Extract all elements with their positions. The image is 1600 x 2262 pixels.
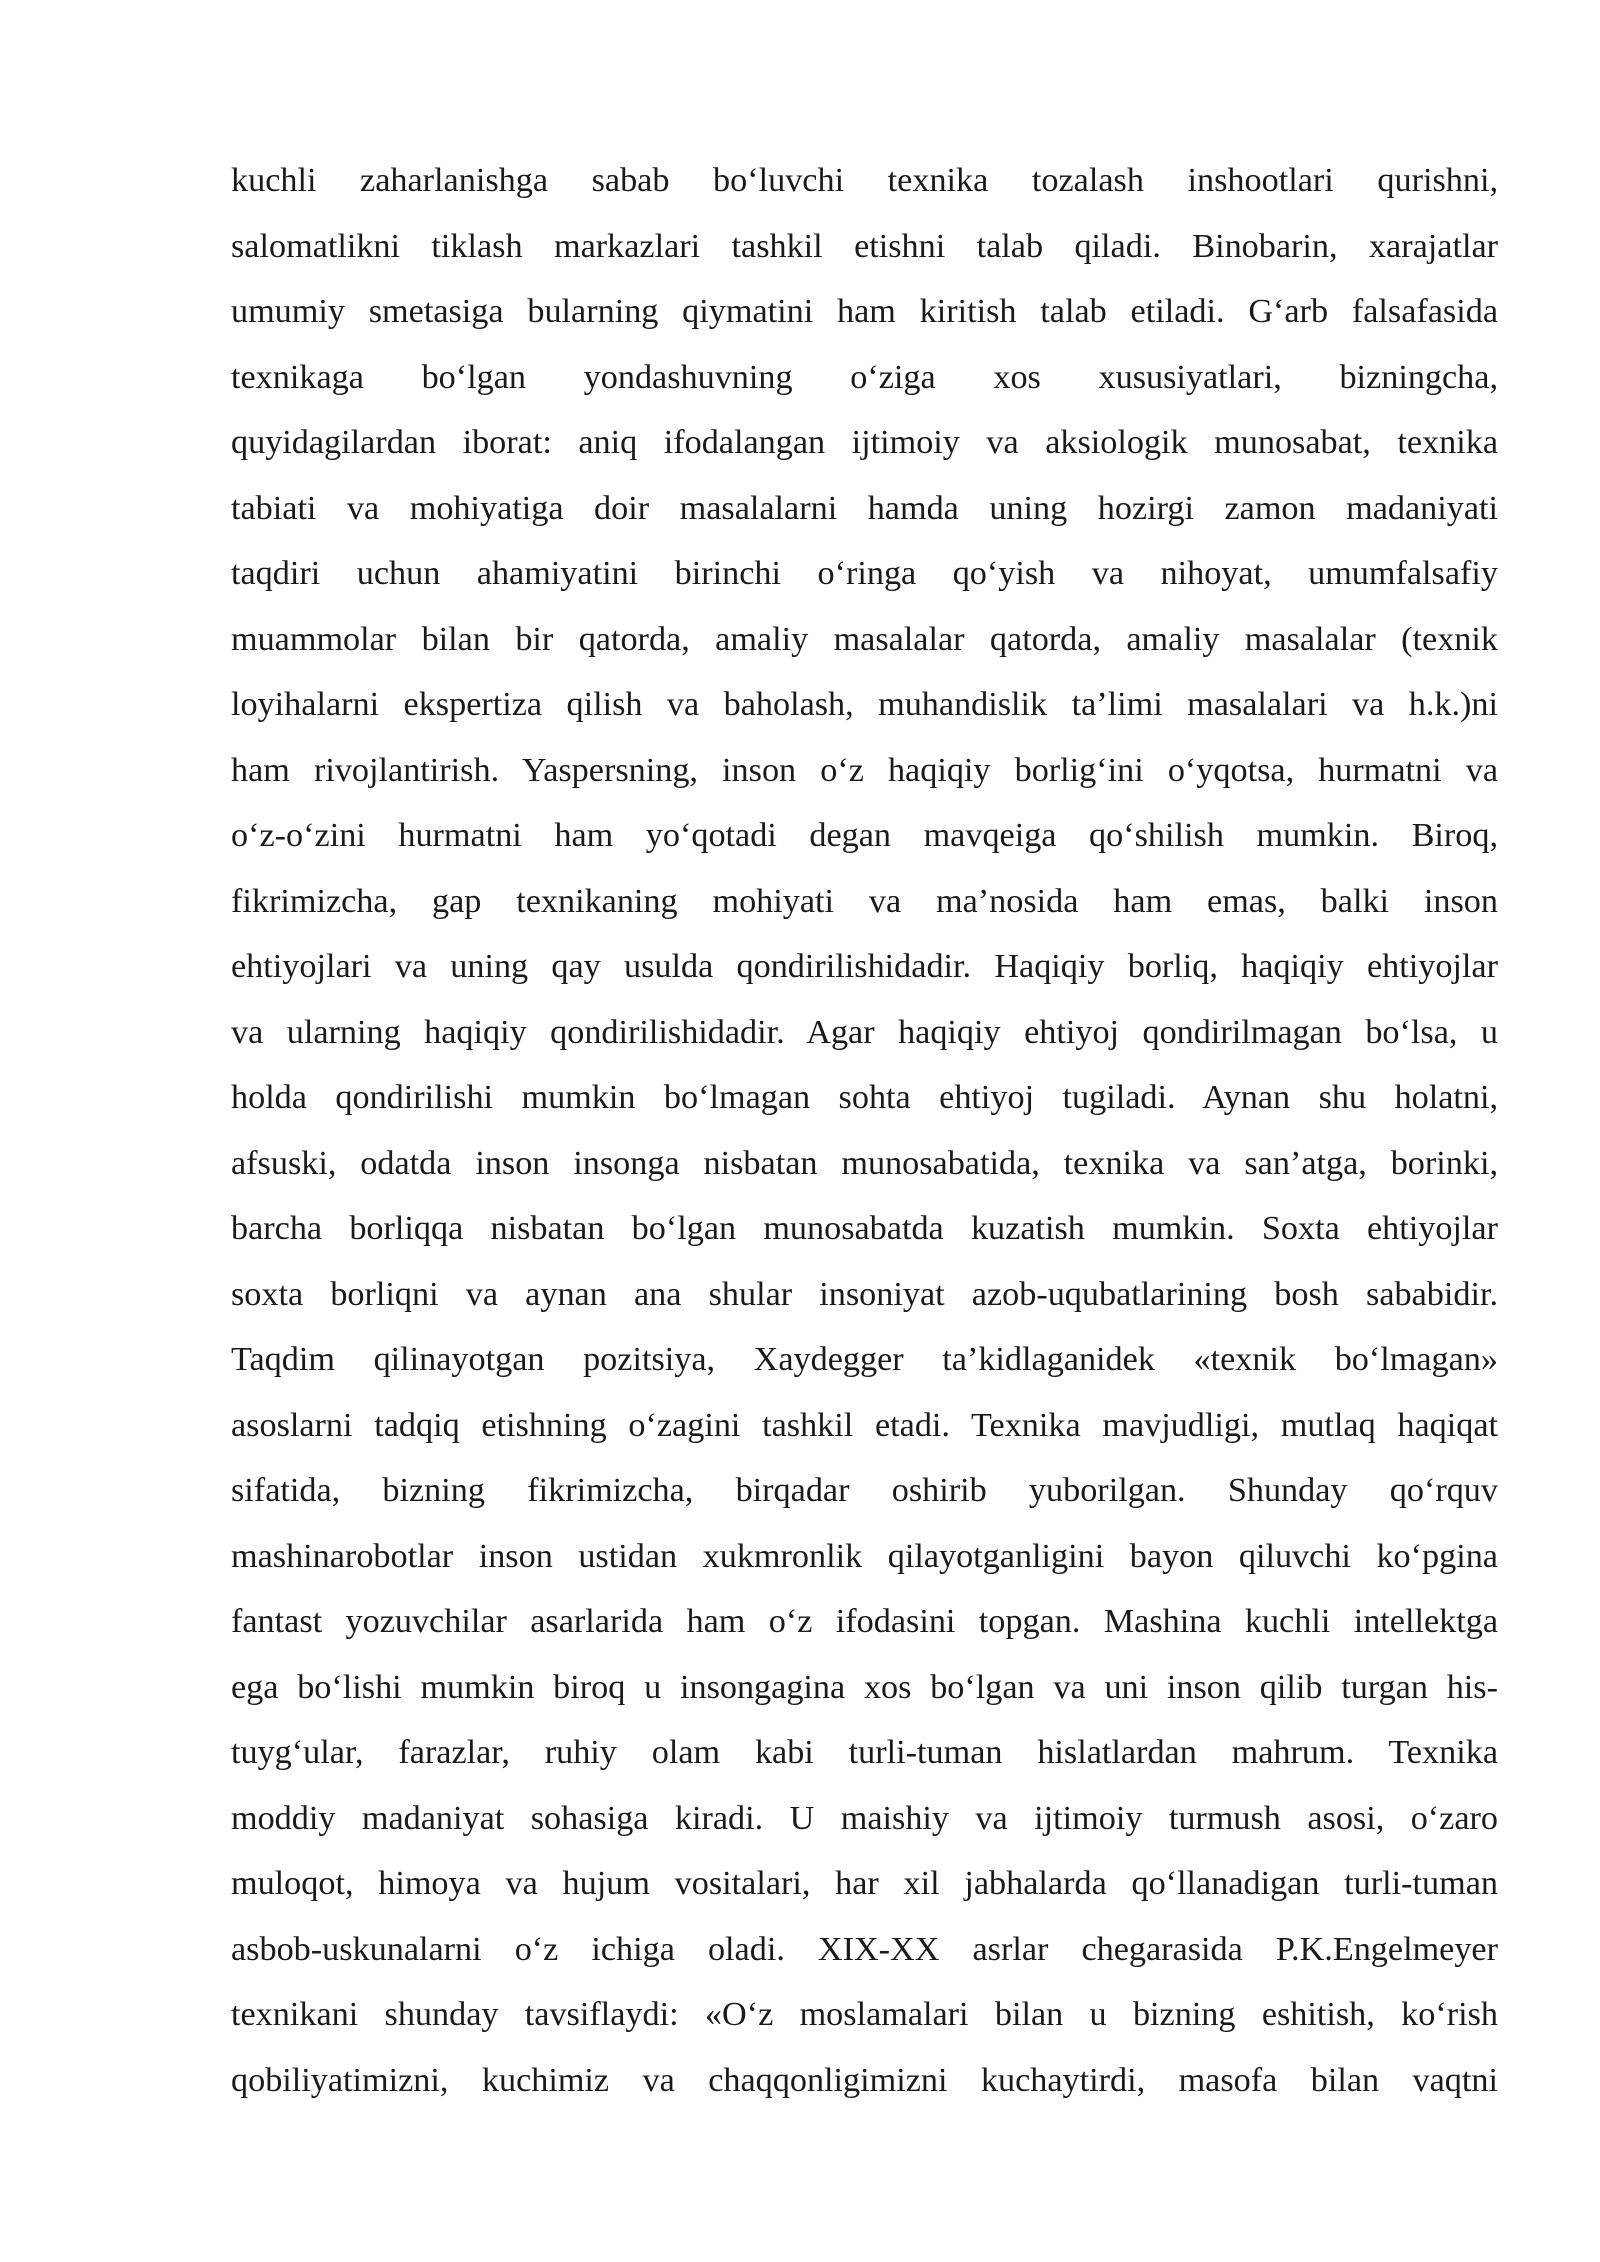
text-line: barcha borliqqa nisbatan bo‘lgan munosabatda kuzatish mumkin. Soxta ehtiyojlar	[231, 1210, 1498, 1247]
text-line: mashinarobotlar inson ustidan xukmronlik qilayotganligini bayon qiluvchi ko‘pgina	[231, 1537, 1498, 1575]
text-line: umumiy smetasiga bularning qiymatini ham kiritish talab etiladi. G‘arb falsafasida	[231, 293, 1498, 330]
text-line: tabiati va mohiyatiga doir masalalarni hamda uning hozirgi zamon madaniyati	[231, 489, 1498, 527]
text-line: fikrimizcha, gap texnikaning mohiyati va ma’nosida ham emas, balki inson	[231, 882, 1498, 920]
text-line: ham rivojlantirish. Yaspersning, inson o‘z haqiqiy borlig‘ini o‘yqotsa, hurmatni va	[231, 751, 1498, 789]
text-line: fantast yozuvchilar asarlarida ham o‘z ifodasini topgan. Mashina kuchli intellektga	[231, 1603, 1498, 1640]
body-paragraph	[231, 148, 1498, 2113]
text-line: muloqot, himoya va hujum vositalari, har xil jabhalarda qo‘llanadigan turli-tuman	[231, 1865, 1498, 1902]
text-line: holda qondirilishi mumkin bo‘lmagan sohta ehtiyoj tugiladi. Aynan shu holatni,	[231, 1079, 1498, 1116]
text-line: texnikaga bo‘lgan yondashuvning o‘ziga xos xususiyatlari, bizningcha,	[231, 358, 1498, 396]
text-line: qobiliyatimizni, kuchimiz va chaqqonligimizni kuchaytirdi, masofa bilan vaqtni	[231, 2061, 1498, 2099]
text-line: kuchli zaharlanishga sabab bo‘luvchi texnika tozalash inshootlari qurishni,	[231, 162, 1498, 199]
text-line: muammolar bilan bir qatorda, amaliy masalalar qatorda, amaliy masalalar (texnik	[231, 620, 1498, 658]
text-line: asbob-uskunalarni o‘z ichiga oladi. XIX-XX asrlar chegarasida P.K.Engelmeyer	[231, 1930, 1498, 1968]
text-line: taqdiri uchun ahamiyatini birinchi o‘ringa qo‘yish va nihoyat, umumfalsafiy	[231, 555, 1498, 592]
text-line: tuyg‘ular, farazlar, ruhiy olam kabi turli-tuman hislatlardan mahrum. Texnika	[231, 1734, 1498, 1771]
text-line: va ularning haqiqiy qondirilishidadir. Agar haqiqiy ehtiyoj qondirilmagan bo‘lsa, u	[231, 1013, 1498, 1051]
text-line: asoslarni tadqiq etishning o‘zagini tashkil etadi. Texnika mavjudligi, mutlaq haqiqat	[231, 1406, 1498, 1444]
text-line: o‘z-o‘zini hurmatni ham yo‘qotadi degan mavqeiga qo‘shilish mumkin. Biroq,	[231, 817, 1498, 854]
text-line: sifatida, bizning fikrimizcha, birqadar oshirib yuborilgan. Shunday qo‘rquv	[231, 1472, 1498, 1509]
text-line: quyidagilardan iborat: aniq ifodalangan ijtimoiy va aksiologik munosabat, texnika	[231, 424, 1498, 461]
text-line: ega bo‘lishi mumkin biroq u insongagina xos bo‘lgan va uni inson qilib turgan his-	[231, 1668, 1498, 1706]
text-line: soxta borliqni va aynan ana shular insoniyat azob-uqubatlarining bosh sababidir.	[231, 1275, 1498, 1313]
text-line: loyihalarni ekspertiza qilish va baholash, muhandislik ta’limi masalalari va h.k.)ni	[231, 686, 1498, 723]
text-line: Taqdim qilinayotgan pozitsiya, Xaydegger ta’kidlaganidek «texnik bo‘lmagan»	[231, 1341, 1498, 1378]
text-line: moddiy madaniyat sohasiga kiradi. U maishiy va ijtimoiy turmush asosi, o‘zaro	[231, 1799, 1498, 1837]
text-line: texnikani shunday tavsiflaydi: «O‘z moslamalari bilan u bizning eshitish, ko‘rish	[231, 1996, 1498, 2033]
text-line: afsuski, odatda inson insonga nisbatan munosabatida, texnika va san’atga, borinki,	[231, 1144, 1498, 1182]
text-line: salomatlikni tiklash markazlari tashkil etishni talab qiladi. Binobarin, xarajatlar	[231, 227, 1498, 265]
text-line: ehtiyojlari va uning qay usulda qondirilishidadir. Haqiqiy borliq, haqiqiy ehtiyojlar	[231, 948, 1498, 985]
